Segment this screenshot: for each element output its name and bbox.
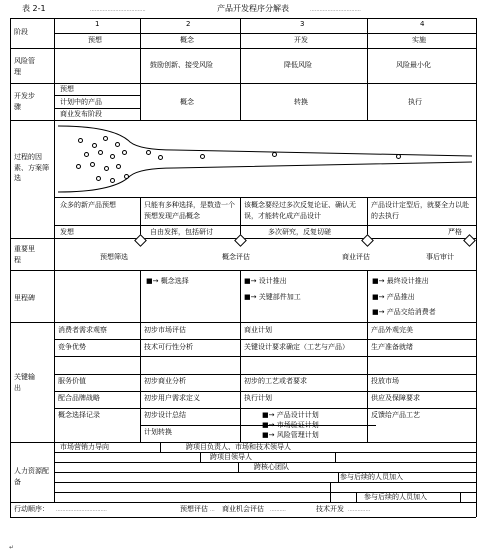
milestone-vision-screen: 预想筛选 <box>100 253 128 261</box>
row-label-dev-steps: 开发步骤 <box>14 92 35 111</box>
filter-style-3: 多次研究，反复切磋 <box>268 228 331 236</box>
arrow-right-icon: ■→ <box>372 277 385 285</box>
funnel-diagram <box>54 120 476 197</box>
concept-dot <box>200 154 205 159</box>
output-col1-item: 服务价值 <box>58 377 86 385</box>
people-cross-project-leads: 跨项目负责人、市场和技术领导人 <box>186 443 291 451</box>
arrow-right-icon: ■→ <box>372 308 385 316</box>
small-milestone-launch: ■→ 产品推出 <box>372 293 415 301</box>
table-number: 表 2-1 <box>22 4 46 13</box>
small-milestone-final-design: ■→ 最终设计推出 <box>372 277 429 285</box>
row-label-output: 关键输出 <box>14 373 35 392</box>
output-col2-item: 计划转换 <box>144 428 172 436</box>
leader-dots: ·········· <box>270 508 286 514</box>
phase-name-3: 开发 <box>294 36 308 44</box>
row-label-small-milestone: 里程碑 <box>14 294 35 302</box>
output-col3-item: 商业计划 <box>244 326 272 334</box>
output-col4-item: 反馈给产品工艺 <box>371 411 420 419</box>
output-col4-item: 产品外观完美 <box>371 326 413 334</box>
output-col2-item: 初步商业分析 <box>144 377 186 385</box>
footer-step-business: 商业机会评估 <box>222 505 264 513</box>
arrow-right-icon: ■→ <box>244 277 257 285</box>
milestone-business-review: 商业评估 <box>342 253 370 261</box>
idea-dot <box>110 154 115 159</box>
idea-dot <box>78 138 83 143</box>
output-col4-item: 供应及保障要求 <box>371 394 420 402</box>
people-later-join-2: 参与后续的人员加入 <box>364 493 427 501</box>
arrow-right-icon: ■→ <box>262 421 275 429</box>
milestone-concept-review: 概念评估 <box>222 253 250 261</box>
concept-dot <box>272 152 277 157</box>
output-col3-subitem: ■→ 市场验证计划 <box>262 421 319 429</box>
output-col1-item: 竞争优势 <box>58 343 86 351</box>
output-col3-subitem: ■→ 风险管理计划 <box>262 431 319 439</box>
dev-step-convert: 转换 <box>294 98 308 106</box>
milestone-marker <box>234 234 247 247</box>
dev-step-concept: 概念 <box>180 98 194 106</box>
output-col1-item: 消费者需求观察 <box>58 326 107 334</box>
filter-desc-2: 只能有多种选择，是数造一个预想发现产品概念 <box>144 201 235 220</box>
footer-step-tech: 技术开发 <box>316 505 344 513</box>
people-later-join-1: 参与后续的人员加入 <box>340 473 403 481</box>
output-col3-subitem: ■→ 产品设计计划 <box>262 411 319 419</box>
arrow-right-icon: ■→ <box>244 293 257 301</box>
risk-phase-3: 降低风险 <box>284 61 312 69</box>
leader-dots: ··· <box>210 508 215 514</box>
phase-number-1: 1 <box>95 20 100 28</box>
dev-step-planned: 计划中的产品 <box>60 98 102 106</box>
arrow-right-icon: ■→ <box>146 277 159 285</box>
risk-phase-4: 风险最小化 <box>396 61 431 69</box>
dev-step-vision: 预想 <box>60 85 74 93</box>
dev-step-launch: 商业发布阶段 <box>60 110 102 118</box>
arrow-right-icon: ■→ <box>372 293 385 301</box>
output-col2-item: 技术可行性分析 <box>144 343 193 351</box>
leader-dots: ································ <box>56 508 107 514</box>
milestone-marker <box>361 234 374 247</box>
idea-dot <box>90 162 95 167</box>
idea-dot <box>116 164 121 169</box>
output-col3-item: 初步的工艺或者要求 <box>244 377 307 385</box>
leader-dots: ································ <box>310 8 361 14</box>
output-col2-item: 初步市场评估 <box>144 326 186 334</box>
phase-number-4: 4 <box>420 20 425 28</box>
filter-style-4: 严格 <box>448 228 462 236</box>
idea-dot <box>96 176 101 181</box>
output-col1-item: 配合品牌战略 <box>58 394 100 402</box>
idea-dot <box>122 150 127 155</box>
phase-name-1: 预想 <box>88 36 102 44</box>
small-milestone-deliver: ■→ 产品交给消费者 <box>372 308 436 316</box>
leader-dots: ·············· <box>348 508 371 514</box>
filter-style-1: 发想 <box>60 228 74 236</box>
small-milestone-design: ■→ 设计推出 <box>244 277 287 285</box>
output-col3-item: 关键设计要求确定（工艺与产品） <box>244 343 349 351</box>
idea-dot <box>104 166 109 171</box>
idea-dot <box>92 143 97 148</box>
people-core-team: 跨核心团队 <box>254 463 289 471</box>
concept-dot <box>146 150 151 155</box>
idea-dot <box>103 136 108 141</box>
idea-dot <box>124 174 129 179</box>
row-label-filter: 过程的因素、方案筛选 <box>14 153 49 182</box>
output-col4-item: 投放市场 <box>371 377 399 385</box>
people-project-leader: 跨项目领导人 <box>210 453 252 461</box>
concept-dot <box>158 155 163 160</box>
idea-dot <box>84 152 89 157</box>
concept-dot <box>396 154 401 159</box>
risk-phase-2: 鼓励创新、接受风险 <box>150 61 213 69</box>
row-label-phase: 阶段 <box>14 28 28 36</box>
small-milestone-concept: ■→ 概念选择 <box>146 277 189 285</box>
footer-step-vision: 预想评估 <box>180 505 208 513</box>
milestone-marker <box>463 234 476 247</box>
arrow-right-icon: ■→ <box>262 411 275 419</box>
small-milestone-key-parts: ■→ 关键部件加工 <box>244 293 301 301</box>
filter-desc-4: 产品设计定型后，就要全力以赴的去执行 <box>371 201 469 220</box>
phase-number-2: 2 <box>186 20 191 28</box>
page-title: 产品开发程序分解表 <box>217 4 289 13</box>
idea-dot <box>76 164 81 169</box>
row-label-people: 人力资源配备 <box>14 467 49 486</box>
leader-dots: ··································· <box>90 8 146 14</box>
output-col1-item: 概念选择记录 <box>58 411 100 419</box>
phase-number-3: 3 <box>300 20 305 28</box>
arrow-right-icon: ■→ <box>262 431 275 439</box>
output-col2-item: 初步用户需求定义 <box>144 394 200 402</box>
phase-name-2: 概念 <box>180 36 194 44</box>
phase-name-4: 实施 <box>412 36 426 44</box>
output-col4-item: 生产准备就绪 <box>371 343 413 351</box>
footer-label: 行动顺序： <box>14 505 49 513</box>
row-label-milestone: 重要里程 <box>14 245 35 264</box>
milestone-marker <box>134 234 147 247</box>
milestone-post-audit: 事后审计 <box>426 253 454 261</box>
idea-dot <box>115 142 120 147</box>
filter-style-2: 自由发挥，包括研讨 <box>150 228 213 236</box>
idea-dot <box>98 150 103 155</box>
filter-desc-1: 众多的新产品预想 <box>60 201 116 209</box>
filter-desc-3: 该概念要经过多次反复论证、确认无误，才能转化成产品设计 <box>244 201 356 220</box>
output-col2-item: 初步设计总结 <box>144 411 186 419</box>
people-marketing-lead: 市场营销力导向 <box>60 443 109 451</box>
dev-step-execute: 执行 <box>408 98 422 106</box>
paragraph-mark: ↵ <box>9 544 15 551</box>
output-col3-item: 执行计划 <box>244 394 272 402</box>
idea-dot <box>110 178 115 183</box>
row-label-risk: 风险管理 <box>14 57 35 76</box>
